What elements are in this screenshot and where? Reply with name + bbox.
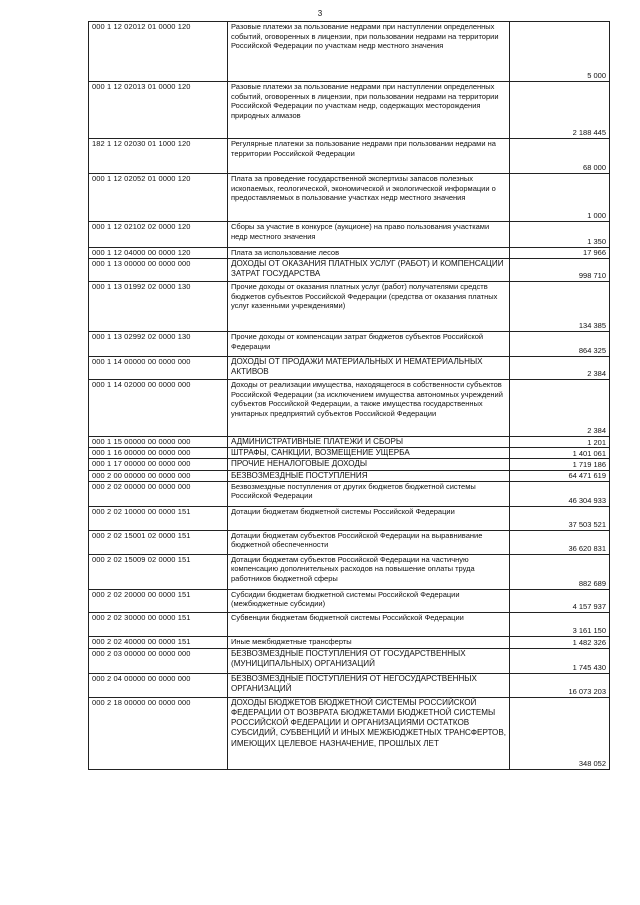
revenue-code-cell: 000 1 14 02000 00 0000 000 bbox=[89, 380, 228, 437]
revenue-name-cell: АДМИНИСТРАТИВНЫЕ ПЛАТЕЖИ И СБОРЫ bbox=[228, 437, 510, 448]
table-row bbox=[89, 589, 610, 612]
revenue-code-cell: 000 2 03 00000 00 0000 000 bbox=[89, 648, 228, 673]
revenue-code-cell: 000 2 02 15001 02 0000 151 bbox=[89, 530, 228, 554]
revenue-amount-cell: 2 384 bbox=[510, 380, 610, 437]
revenue-amount-cell: 2 384 bbox=[510, 357, 610, 380]
revenue-amount-cell: 68 000 bbox=[510, 139, 610, 174]
revenue-name-cell: ДОХОДЫ БЮДЖЕТОВ БЮДЖЕТНОЙ СИСТЕМЫ РОССИЙСКОЙ ФЕДЕРАЦИИ ОТ ВОЗВРАТА БЮДЖЕТАМИ БЮДЖЕТНОЙ СИСТЕМЫ РОССИЙСКОЙ ФЕДЕРАЦИИ И ОРГАНИЗАЦИЯМИ ОСТАТКОВ СУБСИДИЙ, СУБВЕНЦИЙ И ИНЫХ МЕЖБЮДЖЕТНЫХ ТРАНСФЕРТОВ, ИМЕЮЩИХ ЦЕЛЕВОЕ НАЗНАЧЕНИЕ, ПРОШЛЫХ ЛЕТ bbox=[228, 697, 510, 769]
revenue-amount-cell: 1 745 430 bbox=[510, 648, 610, 673]
revenue-code-cell: 000 2 00 00000 00 0000 000 bbox=[89, 470, 228, 481]
revenue-amount-cell: 1 350 bbox=[510, 222, 610, 248]
revenue-code-cell: 000 2 02 40000 00 0000 151 bbox=[89, 636, 228, 648]
revenue-amount-cell: 1 719 186 bbox=[510, 459, 610, 470]
revenue-name-cell: Плата за использование лесов bbox=[228, 248, 510, 259]
revenue-name-cell: БЕЗВОЗМЕЗДНЫЕ ПОСТУПЛЕНИЯ ОТ ГОСУДАРСТВЕННЫХ (МУНИЦИПАЛЬНЫХ) ОРГАНИЗАЦИЙ bbox=[228, 648, 510, 673]
revenue-code-cell: 000 2 02 00000 00 0000 000 bbox=[89, 481, 228, 506]
table-row bbox=[89, 139, 610, 174]
revenue-amount-cell: 134 385 bbox=[510, 282, 610, 332]
revenue-name-cell: Плата за проведение государственной экспертизы запасов полезных ископаемых, геологической, экономической и экологической информации о предоставляемых в пользование участках недр местного значения bbox=[228, 174, 510, 222]
revenue-name-cell: Дотации бюджетам бюджетной системы Российской Федерации bbox=[228, 506, 510, 530]
table-body bbox=[89, 22, 610, 770]
table-row bbox=[89, 481, 610, 506]
revenue-amount-cell: 17 966 bbox=[510, 248, 610, 259]
revenue-amount-cell: 3 161 150 bbox=[510, 612, 610, 636]
revenue-amount-cell: 46 304 933 bbox=[510, 481, 610, 506]
revenue-code-cell: 000 1 12 02013 01 0000 120 bbox=[89, 82, 228, 139]
revenue-code-cell: 000 2 02 10000 00 0000 151 bbox=[89, 506, 228, 530]
budget-revenue-table bbox=[88, 21, 610, 770]
table-row bbox=[89, 530, 610, 554]
revenue-amount-cell: 16 073 203 bbox=[510, 673, 610, 697]
revenue-code-cell: 000 1 13 02992 02 0000 130 bbox=[89, 332, 228, 357]
revenue-name-cell: Субвенции бюджетам бюджетной системы Российской Федерации bbox=[228, 612, 510, 636]
table-row bbox=[89, 612, 610, 636]
table-row bbox=[89, 554, 610, 589]
table-row bbox=[89, 82, 610, 139]
revenue-code-cell: 182 1 12 02030 01 1000 120 bbox=[89, 139, 228, 174]
revenue-name-cell: Разовые платежи за пользование недрами при наступлении определенных событий, оговоренных в лицензии, при пользовании недрами на территории Российской Федерации по участкам недр, содержащих месторождения природных алмазов bbox=[228, 82, 510, 139]
revenue-name-cell: Разовые платежи за пользование недрами при наступлении определенных событий, оговоренных в лицензии, при пользовании недрами на территории Российской Федерации по участкам недр местного значения bbox=[228, 22, 510, 82]
revenue-code-cell: 000 2 02 20000 00 0000 151 bbox=[89, 589, 228, 612]
revenue-code-cell: 000 2 18 00000 00 0000 000 bbox=[89, 697, 228, 769]
revenue-amount-cell: 998 710 bbox=[510, 259, 610, 282]
revenue-amount-cell: 1 401 061 bbox=[510, 448, 610, 459]
revenue-code-cell: 000 1 15 00000 00 0000 000 bbox=[89, 437, 228, 448]
table-row bbox=[89, 174, 610, 222]
page-number: 3 bbox=[317, 9, 323, 18]
revenue-code-cell: 000 1 13 01992 02 0000 130 bbox=[89, 282, 228, 332]
revenue-amount-cell: 864 325 bbox=[510, 332, 610, 357]
table-row bbox=[89, 22, 610, 82]
revenue-name-cell: Дотации бюджетам субъектов Российской Федерации на выравнивание бюджетной обеспеченности bbox=[228, 530, 510, 554]
table-row bbox=[89, 332, 610, 357]
table-row bbox=[89, 636, 610, 648]
revenue-name-cell: Безвозмездные поступления от других бюджетов бюджетной системы Российской Федерации bbox=[228, 481, 510, 506]
revenue-name-cell: ПРОЧИЕ НЕНАЛОГОВЫЕ ДОХОДЫ bbox=[228, 459, 510, 470]
revenue-code-cell: 000 1 16 00000 00 0000 000 bbox=[89, 448, 228, 459]
revenue-code-cell: 000 1 17 00000 00 0000 000 bbox=[89, 459, 228, 470]
table-row bbox=[89, 448, 610, 459]
table-row bbox=[89, 459, 610, 470]
table-row bbox=[89, 648, 610, 673]
revenue-name-cell: Прочие доходы от оказания платных услуг (работ) получателями средств бюджетов субъектов Российской Федерации (средства от оказания платных услуг казенными учреждениями) bbox=[228, 282, 510, 332]
revenue-name-cell: Регулярные платежи за пользование недрами при пользовании недрами на территории Российской Федерации bbox=[228, 139, 510, 174]
revenue-name-cell: Иные межбюджетные трансферты bbox=[228, 636, 510, 648]
table-row bbox=[89, 380, 610, 437]
table-row bbox=[89, 470, 610, 481]
revenue-amount-cell: 37 503 521 bbox=[510, 506, 610, 530]
revenue-name-cell: Субсидии бюджетам бюджетной системы Российской Федерации (межбюджетные субсидии) bbox=[228, 589, 510, 612]
revenue-name-cell: Прочие доходы от компенсации затрат бюджетов субъектов Российской Федерации bbox=[228, 332, 510, 357]
revenue-code-cell: 000 1 12 02102 02 0000 120 bbox=[89, 222, 228, 248]
table-row bbox=[89, 282, 610, 332]
revenue-name-cell: ШТРАФЫ, САНКЦИИ, ВОЗМЕЩЕНИЕ УЩЕРБА bbox=[228, 448, 510, 459]
revenue-code-cell: 000 2 02 30000 00 0000 151 bbox=[89, 612, 228, 636]
revenue-name-cell: БЕЗВОЗМЕЗДНЫЕ ПОСТУПЛЕНИЯ ОТ НЕГОСУДАРСТВЕННЫХ ОРГАНИЗАЦИЙ bbox=[228, 673, 510, 697]
revenue-name-cell: Дотации бюджетам субъектов Российской Федерации на частичную компенсацию дополнительных расходов на повышение оплаты труда работников бюджетной сферы bbox=[228, 554, 510, 589]
revenue-amount-cell: 36 620 831 bbox=[510, 530, 610, 554]
revenue-amount-cell: 1 482 326 bbox=[510, 636, 610, 648]
table-row bbox=[89, 673, 610, 697]
revenue-name-cell: ДОХОДЫ ОТ ПРОДАЖИ МАТЕРИАЛЬНЫХ И НЕМАТЕРИАЛЬНЫХ АКТИВОВ bbox=[228, 357, 510, 380]
revenue-code-cell: 000 1 12 02052 01 0000 120 bbox=[89, 174, 228, 222]
revenue-amount-cell: 1 201 bbox=[510, 437, 610, 448]
table-row bbox=[89, 357, 610, 380]
revenue-code-cell: 000 1 13 00000 00 0000 000 bbox=[89, 259, 228, 282]
revenue-code-cell: 000 2 02 15009 02 0000 151 bbox=[89, 554, 228, 589]
revenue-code-cell: 000 1 12 02012 01 0000 120 bbox=[89, 22, 228, 82]
table-row bbox=[89, 222, 610, 248]
revenue-amount-cell: 348 052 bbox=[510, 697, 610, 769]
revenue-code-cell: 000 1 12 04000 00 0000 120 bbox=[89, 248, 228, 259]
table-row bbox=[89, 248, 610, 259]
revenue-name-cell: Сборы за участие в конкурсе (аукционе) на право пользования участками недр местного значения bbox=[228, 222, 510, 248]
revenue-amount-cell: 64 471 619 bbox=[510, 470, 610, 481]
revenue-code-cell: 000 1 14 00000 00 0000 000 bbox=[89, 357, 228, 380]
revenue-amount-cell: 2 188 445 bbox=[510, 82, 610, 139]
revenue-name-cell: ДОХОДЫ ОТ ОКАЗАНИЯ ПЛАТНЫХ УСЛУГ (РАБОТ) И КОМПЕНСАЦИИ ЗАТРАТ ГОСУДАРСТВА bbox=[228, 259, 510, 282]
revenue-code-cell: 000 2 04 00000 00 0000 000 bbox=[89, 673, 228, 697]
revenue-name-cell: БЕЗВОЗМЕЗДНЫЕ ПОСТУПЛЕНИЯ bbox=[228, 470, 510, 481]
revenue-amount-cell: 882 689 bbox=[510, 554, 610, 589]
revenue-amount-cell: 5 000 bbox=[510, 22, 610, 82]
table-row bbox=[89, 437, 610, 448]
revenue-amount-cell: 1 000 bbox=[510, 174, 610, 222]
table-row bbox=[89, 697, 610, 769]
revenue-name-cell: Доходы от реализации имущества, находящегося в собственности субъектов Российской Федерации (за исключением имущества автономных учреждений субъектов Российской Федерации, а также имущества государственных унитарных предприятий субъектов Российской Федерации bbox=[228, 380, 510, 437]
table-row bbox=[89, 506, 610, 530]
table-row bbox=[89, 259, 610, 282]
revenue-amount-cell: 4 157 937 bbox=[510, 589, 610, 612]
